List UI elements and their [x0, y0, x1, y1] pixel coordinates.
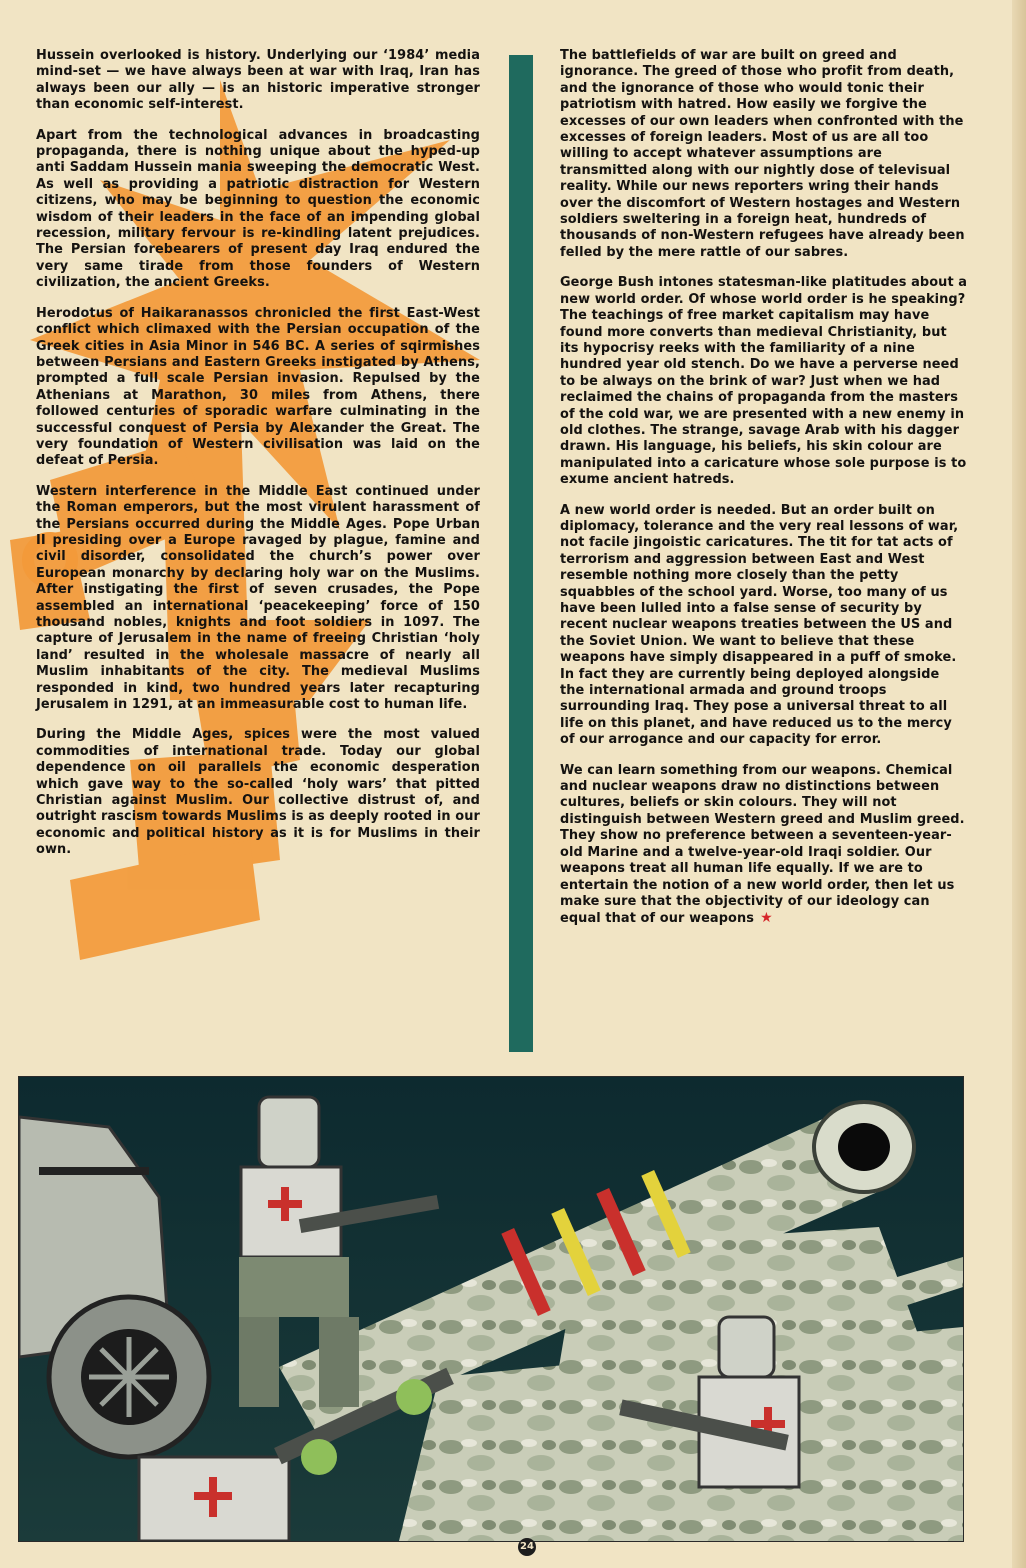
war-illustration	[18, 1076, 964, 1542]
right-paragraph-4-text: We can learn something from our weapons. Chemical and nuclear weapons draw no distinctions between cultures, beliefs or skin colours. They will not distinguish between Western greed and Muslim greed. They show no preference between a seventeen-year-old Marine and a twelve-year-old Iraqi soldier. Our weapons treat all human life equally. If we are to entertain the notion of a new world order, then let us make sure that the objectivity of our ideology can equal that of our weapons	[560, 762, 965, 927]
page-number: 24	[518, 1538, 536, 1556]
right-paragraph-3: A new world order is needed. But an order built on diplomacy, tolerance and the very real lessons of war, not facile jingoistic caricatures. The tit for tat acts of terrorism and aggression between East and West resemble nothing more closely than the petty squabbles of the school yard. Worse, too many of us have been lulled into a false sense of security by recent nuclear weapons treaties between the US and the Soviet Union. We want to believe that these weapons have simply disappeared in a puff of smoke. In fact they are currently being deployed alongside the international armada and ground troops surrounding Iraq. They pose a universal threat to all life on this planet, and have reduced us to the mercy of our arrogance and our capacity for error.	[560, 502, 959, 748]
article-right-column	[560, 48, 968, 942]
article-left-column	[36, 48, 480, 873]
left-paragraph-4: Western interference in the Middle East continued under the Roman emperors, but the most virulent harassment of the Persians occurred during the Middle Ages. Pope Urban II presiding over a Europe ravaged by plague, famine and civil disorder, consolidated the church’s power over European monarchy by declaring holy war on the Muslims. After instigating the first of seven crusades, the Pope assembled an international ‘peacekeeping’ force of 150 thousand nobles, knights and foot soldiers in 1097. The capture of Jerusalem in the name of freeing Christian ‘holy land’ resulted in the wholesale massacre of nearly all Muslim inhabitants of the city. The medieval Muslims responded in kind, two hundred years later recapturing Jerusalem in 1291, at an immeasurable cost to human life.	[36, 483, 480, 713]
left-paragraph-1: Hussein overlooked is history. Underlying our ‘1984’ media mind-set — we have always been at war with Iraq, Iran has always been our ally — is an historic imperative stronger than economic self-interest.	[36, 48, 480, 113]
end-star-icon: ★	[760, 910, 773, 927]
left-paragraph-3: Herodotus of Haikaranassos chronicled the first East-West conflict which climaxed with the Persian occupation of the Greek cities in Asia Minor in 546 BC. A series of sqirmishes between Persians and Eastern Greeks instigated by Athens, prompted a full scale Persian invasion. Repulsed by the Athenians at Marathon, 30 miles from Athens, there followed centuries of sporadic warfare culminating in the successful conquest of Persia by Alexander the Great. The very foundation of Western civilisation was laid on the defeat of Persia.	[36, 305, 480, 469]
page-edge	[1012, 0, 1026, 1568]
right-paragraph-4	[560, 763, 968, 928]
left-paragraph-2: Apart from the technological advances in broadcasting propaganda, there is nothing unique about the hyped-up anti Saddam Hussein mania sweeping the democratic West. As well as providing a patriotic distraction for Western citizens, who may be beginning to question the economic wisdom of their leaders in the face of an impending global recession, military fervour is re-kindling latent prejudices. The Persian forebearers of present day Iraq endured the very same tirade from those founders of Western civilization, the ancient Greeks.	[36, 127, 480, 291]
right-paragraph-2: George Bush intones statesman-like platitudes about a new world order. Of whose world order is he speaking? The teachings of free market capitalism may have found more converts than medieval Christianity, but its hypocrisy reeks with the familiarity of a nine hundred year old stench. Do we have a perverse need to be always on the brink of war? Just when we had reclaimed the chains of propaganda from the masters of the cold war, we are presented with a new enemy in old clothes. The strange, savage Arab with his dagger drawn. His language, his beliefs, his skin colour are manipulated into a caricature whose sole purpose is to exume ancient hatreds.	[560, 275, 968, 488]
right-paragraph-1: The battlefields of war are built on greed and ignorance. The greed of those who profit from death, and the ignorance of those who would tonic their patriotism with hatred. How easily we forgive the excesses of our own leaders when confronted with the excesses of foreign leaders. Most of us are all too willing to accept whatever assumptions are transmitted along with our nightly dose of televisual reality. While our news reporters wring their hands over the discomfort of Western hostages and Western soldiers sweltering in a foreign heat, hundreds of thousands of non-Western refugees have already been felled by the mere rattle of our sabres.	[560, 48, 965, 260]
column-divider-bar	[509, 55, 533, 1052]
illustration-art	[19, 1077, 963, 1541]
left-paragraph-5: During the Middle Ages, spices were the most valued commodities of international trade. Today our global dependence on oil parallels the economic desperation which gave way to the so-called ‘holy wars’ that pitted Christian against Muslim. Our collective distrust of, and outright rascism towards Muslims is as deeply rooted in our economic and political history as it is for Muslims in their own.	[36, 727, 480, 858]
